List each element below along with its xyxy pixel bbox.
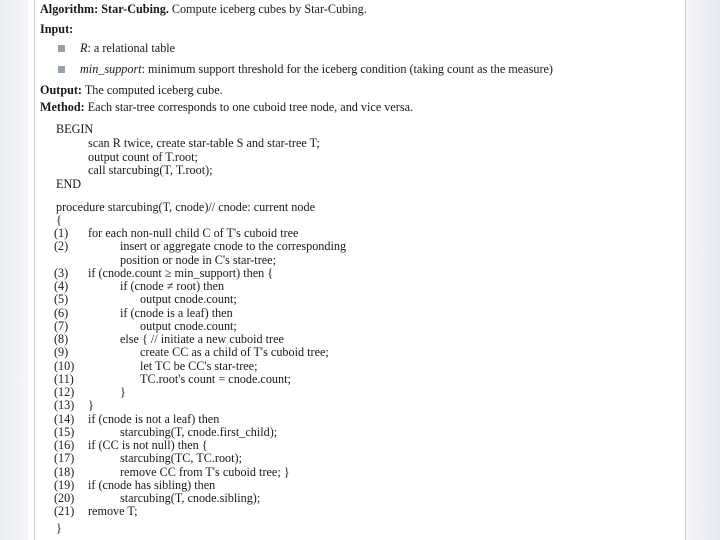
bullet-icon: [58, 45, 65, 52]
left-margin-bar: [0, 0, 28, 540]
line-text: position or node in C's star-tree;: [120, 252, 276, 267]
output-text: The computed iceberg cube.: [84, 83, 223, 97]
line-text: }: [88, 398, 94, 413]
algorithm-description: Compute iceberg cubes by Star-Cubing.: [171, 2, 367, 16]
line-text: output cnode.count;: [140, 292, 237, 307]
main-line: call starcubing(T, T.root);: [88, 163, 213, 177]
line-text: create CC as a child of T's cuboid tree;: [140, 345, 329, 360]
line-number: (5): [54, 292, 69, 307]
algorithm-name: Star-Cubing.: [101, 2, 169, 16]
input-item-r: [80, 42, 175, 55]
line-text: starcubing(T, cnode.first_child);: [120, 424, 278, 439]
line-number: (21): [54, 504, 75, 519]
input-item-name: R: [80, 41, 88, 55]
input-label: Input:: [40, 22, 74, 36]
left-frame-line: [34, 0, 35, 540]
line-text: }: [120, 385, 126, 399]
line-number: (10): [54, 358, 75, 373]
line-text: remove T;: [88, 504, 138, 519]
right-margin-bar: [686, 0, 720, 540]
line-number: (3): [54, 265, 69, 280]
line-number: (12): [54, 385, 75, 399]
line-text: if (cnode is a leaf) then: [120, 305, 233, 320]
input-item-name: min_support: [80, 62, 142, 76]
end-keyword: END: [56, 177, 82, 191]
main-line: scan R twice, create star-table S and star-tree T;: [88, 136, 320, 150]
line-text: else { // initiate a new cuboid tree: [120, 332, 284, 346]
line-text: if (cnode.count ≥ min_support) then {: [88, 265, 274, 280]
input-item-text: : a relational table: [87, 41, 176, 55]
algorithm-label: Algorithm:: [40, 2, 99, 16]
line-number: (13): [54, 398, 75, 413]
bullet-icon: [58, 66, 65, 73]
procedure-header: procedure starcubing(T, cnode)// cnode: current node: [56, 200, 315, 214]
line-number: (20): [54, 491, 75, 505]
line-number: (8): [54, 332, 69, 346]
begin-keyword: BEGIN: [56, 122, 94, 136]
line-number: (17): [54, 451, 75, 466]
line-text: starcubing(TC, TC.root);: [120, 451, 242, 466]
output-header: [40, 84, 223, 97]
right-frame-line: [685, 0, 686, 540]
line-text: if (cnode ≠ root) then: [120, 279, 225, 293]
line-number: (4): [54, 279, 69, 293]
main-line: output count of T.root;: [88, 150, 198, 164]
line-text: starcubing(T, cnode.sibling);: [120, 491, 261, 505]
line-number: (9): [54, 345, 69, 360]
line-number: (16): [54, 438, 75, 452]
line-text: remove CC from T's cuboid tree; }: [120, 464, 290, 479]
line-number: (14): [54, 411, 75, 426]
method-label: Method:: [40, 100, 85, 114]
line-text: if (CC is not null) then {: [88, 438, 208, 452]
line-text: if (cnode is not a leaf) then: [88, 411, 220, 426]
open-brace: {: [56, 213, 62, 227]
line-number: (7): [54, 318, 69, 333]
algorithm-page: [36, 0, 684, 540]
input-item-text: : minimum support threshold for the iceberg condition (taking count as the measure): [141, 62, 553, 76]
line-number: (11): [54, 371, 74, 386]
line-number: (1): [54, 226, 69, 240]
line-number: (19): [54, 477, 75, 492]
line-number: (15): [54, 424, 75, 439]
line-text: output cnode.count;: [140, 318, 237, 333]
close-brace: }: [56, 521, 62, 535]
method-header: [40, 101, 413, 114]
line-number: (6): [54, 305, 69, 320]
algorithm-header: [40, 3, 367, 16]
line-text: if (cnode has sibling) then: [88, 477, 216, 492]
line-text: let TC be CC's star-tree;: [140, 358, 258, 373]
output-label: Output:: [40, 83, 82, 97]
line-text: for each non-null child C of T's cuboid tree: [88, 226, 299, 240]
input-item-min-support: [80, 63, 553, 76]
line-number: (18): [54, 464, 75, 479]
line-number: (2): [54, 239, 69, 254]
input-header: [40, 23, 73, 36]
method-text: Each star-tree corresponds to one cuboid tree node, and vice versa.: [87, 100, 414, 114]
line-text: TC.root's count = cnode.count;: [140, 371, 291, 386]
line-text: insert or aggregate cnode to the corresponding: [120, 239, 347, 254]
